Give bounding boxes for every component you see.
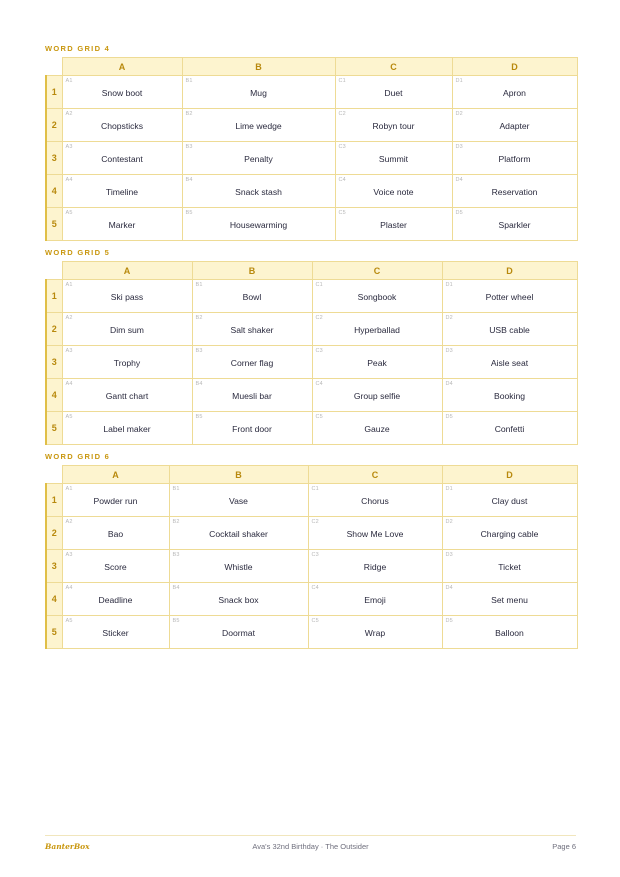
grid-cell	[452, 142, 577, 175]
cell-id: B3	[185, 144, 193, 150]
grid-cell	[442, 583, 577, 616]
cell-id: D1	[445, 486, 453, 492]
grid-cell	[335, 208, 452, 241]
cell-id: B1	[172, 486, 180, 492]
grid-cell	[442, 616, 577, 649]
cell-id: C4	[338, 177, 346, 183]
cell-word: Gauze	[364, 424, 390, 434]
corner-cell	[46, 262, 62, 280]
cell-word: Muesli bar	[232, 391, 272, 401]
cell-word: Sticker	[102, 628, 129, 638]
cell-id: D2	[445, 315, 453, 321]
grid-cell	[192, 346, 312, 379]
brand-logo: BanterBox	[45, 842, 90, 851]
page-footer	[45, 835, 576, 858]
cell-id: B5	[195, 414, 203, 420]
cell-word: USB cable	[489, 325, 530, 335]
row-number: 3	[46, 550, 62, 583]
cell-id: B2	[195, 315, 203, 321]
cell-word: Voice note	[373, 187, 414, 197]
row-number: 4	[46, 583, 62, 616]
cell-id: D5	[455, 210, 463, 216]
grid-cell	[192, 280, 312, 313]
cell-word: Mug	[250, 88, 267, 98]
cell-id: B4	[195, 381, 203, 387]
grid-cell	[192, 313, 312, 346]
cell-word: Score	[104, 562, 127, 572]
grid-cell	[62, 379, 192, 412]
grid-cell	[169, 550, 308, 583]
cell-id: A4	[65, 381, 73, 387]
cell-word: Platform	[498, 154, 531, 164]
grid-cell	[442, 484, 577, 517]
row-number: 2	[46, 109, 62, 142]
grid-row	[46, 379, 577, 412]
cell-id: C2	[311, 519, 319, 525]
cell-id: D3	[445, 348, 453, 354]
grid-cell	[312, 313, 442, 346]
grid-cell	[308, 517, 442, 550]
cell-word: Contestant	[101, 154, 143, 164]
cell-id: B1	[185, 78, 193, 84]
grid-cell	[169, 517, 308, 550]
word-grid-6	[45, 465, 578, 649]
column-header: C	[335, 58, 452, 76]
column-header-row	[46, 262, 577, 280]
cell-id: A5	[65, 618, 73, 624]
grid-cell	[308, 550, 442, 583]
grid-row	[46, 313, 577, 346]
cell-id: C2	[315, 315, 323, 321]
grid-row	[46, 616, 577, 649]
cell-word: Vase	[229, 496, 248, 506]
cell-word: Peak	[367, 358, 387, 368]
grid-row	[46, 517, 577, 550]
cell-id: C4	[311, 585, 319, 591]
column-header: D	[442, 262, 577, 280]
page-number: Page 6	[552, 842, 576, 851]
grid-title: WORD GRID 4	[45, 44, 111, 53]
cell-word: Penalty	[244, 154, 273, 164]
cell-id: C4	[315, 381, 323, 387]
cell-id: A1	[65, 78, 73, 84]
cell-id: B4	[185, 177, 193, 183]
cell-word: Balloon	[495, 628, 524, 638]
cell-word: Group selfie	[353, 391, 401, 401]
grid-cell	[62, 313, 192, 346]
cell-id: B5	[185, 210, 193, 216]
cell-word: Timeline	[105, 187, 139, 197]
grid-cell	[452, 109, 577, 142]
row-number: 1	[46, 484, 62, 517]
cell-word: Confetti	[494, 424, 525, 434]
grid-row	[46, 142, 577, 175]
row-number: 4	[46, 379, 62, 412]
grid-cell	[169, 616, 308, 649]
cell-word: Cocktail shaker	[209, 529, 268, 539]
grid-cell	[182, 208, 335, 241]
grid-cell	[182, 76, 335, 109]
cell-id: A3	[65, 348, 73, 354]
cell-id: D5	[445, 618, 453, 624]
grid-cell	[308, 583, 442, 616]
row-number: 1	[46, 76, 62, 109]
grid-cell	[192, 379, 312, 412]
grid-cell	[62, 346, 192, 379]
cell-word: Doormat	[222, 628, 255, 638]
column-header: B	[182, 58, 335, 76]
cell-id: C1	[315, 282, 323, 288]
cell-id: D1	[445, 282, 453, 288]
cell-id: A4	[65, 177, 73, 183]
grid-cell	[335, 175, 452, 208]
cell-id: D4	[455, 177, 463, 183]
grid-row	[46, 583, 577, 616]
cell-word: Robyn tour	[372, 121, 415, 131]
cell-id: A1	[65, 486, 73, 492]
cell-id: B3	[195, 348, 203, 354]
cell-id: C3	[315, 348, 323, 354]
cell-id: C5	[315, 414, 323, 420]
row-number: 5	[46, 208, 62, 241]
cell-id: D2	[445, 519, 453, 525]
cell-word: Songbook	[357, 292, 397, 302]
cell-word: Snack box	[218, 595, 259, 605]
cell-word: Marker	[108, 220, 136, 230]
cell-id: B2	[172, 519, 180, 525]
row-number: 5	[46, 616, 62, 649]
cell-word: Sparkler	[498, 220, 531, 230]
cell-id: A4	[65, 585, 73, 591]
cell-word: Duet	[384, 88, 403, 98]
cell-word: Booking	[493, 391, 526, 401]
cell-id: D5	[445, 414, 453, 420]
cell-id: C2	[338, 111, 346, 117]
cell-id: A5	[65, 414, 73, 420]
cell-word: Clay dust	[491, 496, 528, 506]
grid-cell	[442, 313, 577, 346]
grid-cell	[169, 583, 308, 616]
cell-word: Apron	[503, 88, 526, 98]
column-header-row	[46, 58, 577, 76]
cell-word: Gantt chart	[105, 391, 149, 401]
cell-id: A5	[65, 210, 73, 216]
grid-cell	[452, 76, 577, 109]
event-title: Ava's 32nd Birthday · The Outsider	[252, 842, 369, 851]
cell-word: Salt shaker	[230, 325, 274, 335]
grid-cell	[312, 412, 442, 445]
grid-cell	[182, 175, 335, 208]
cell-word: Chorus	[361, 496, 389, 506]
cell-id: A3	[65, 552, 73, 558]
grid-row	[46, 109, 577, 142]
cell-id: C1	[311, 486, 319, 492]
row-number: 2	[46, 313, 62, 346]
column-header: C	[308, 466, 442, 484]
grid-cell	[312, 379, 442, 412]
grid-row	[46, 484, 577, 517]
grid-cell	[62, 175, 182, 208]
cell-word: Charging cable	[480, 529, 539, 539]
grid-cell	[192, 412, 312, 445]
cell-word: Plaster	[380, 220, 407, 230]
cell-word: Bowl	[242, 292, 262, 302]
grid-cell	[308, 616, 442, 649]
cell-id: C5	[311, 618, 319, 624]
cell-word: Set menu	[491, 595, 528, 605]
cell-word: Corner flag	[230, 358, 274, 368]
cell-id: D1	[455, 78, 463, 84]
grid-cell	[442, 517, 577, 550]
grid-row	[46, 346, 577, 379]
cell-id: C3	[311, 552, 319, 558]
corner-cell	[46, 58, 62, 76]
grid-cell	[335, 142, 452, 175]
grid-row	[46, 76, 577, 109]
cell-word: Trophy	[113, 358, 141, 368]
grid-cell	[452, 208, 577, 241]
row-number: 3	[46, 142, 62, 175]
column-header-row	[46, 466, 577, 484]
grid-cell	[62, 280, 192, 313]
cell-word: Reservation	[491, 187, 538, 197]
cell-word: Snow boot	[101, 88, 143, 98]
grid-cell	[335, 109, 452, 142]
cell-id: D4	[445, 381, 453, 387]
column-header: B	[169, 466, 308, 484]
grid-cell	[62, 616, 169, 649]
grid-cell	[62, 484, 169, 517]
grid-cell	[62, 412, 192, 445]
cell-word: Label maker	[103, 424, 151, 434]
row-number: 1	[46, 280, 62, 313]
cell-id: C5	[338, 210, 346, 216]
grid-cell	[442, 346, 577, 379]
row-number: 4	[46, 175, 62, 208]
cell-word: Powder run	[93, 496, 138, 506]
grid-cell	[62, 208, 182, 241]
grid-cell	[442, 412, 577, 445]
grid-cell	[442, 550, 577, 583]
grid-cell	[308, 484, 442, 517]
grid-cell	[62, 517, 169, 550]
corner-cell	[46, 466, 62, 484]
column-header: D	[442, 466, 577, 484]
cell-word: Adapter	[499, 121, 530, 131]
row-number: 3	[46, 346, 62, 379]
grid-title: WORD GRID 5	[45, 248, 111, 257]
cell-word: Chopsticks	[100, 121, 144, 131]
cell-id: D4	[445, 585, 453, 591]
cell-id: D3	[455, 144, 463, 150]
cell-word: Potter wheel	[485, 292, 534, 302]
cell-id: A1	[65, 282, 73, 288]
cell-id: C1	[338, 78, 346, 84]
cell-word: Aisle seat	[490, 358, 529, 368]
grid-cell	[452, 175, 577, 208]
grid-cell	[62, 550, 169, 583]
cell-id: B3	[172, 552, 180, 558]
cell-word: Show Me Love	[346, 529, 404, 539]
cell-id: D3	[445, 552, 453, 558]
column-header: D	[452, 58, 577, 76]
cell-word: Ski pass	[110, 292, 144, 302]
grid-row	[46, 175, 577, 208]
cell-id: A2	[65, 111, 73, 117]
column-header: B	[192, 262, 312, 280]
cell-word: Dim sum	[110, 325, 144, 335]
cell-id: B5	[172, 618, 180, 624]
grid-cell	[62, 142, 182, 175]
column-header: A	[62, 466, 169, 484]
cell-word: Ticket	[498, 562, 521, 572]
grid-row	[46, 412, 577, 445]
cell-word: Lime wedge	[235, 121, 282, 131]
grid-cell	[62, 583, 169, 616]
grid-cell	[442, 280, 577, 313]
cell-word: Housewarming	[229, 220, 288, 230]
cell-id: C3	[338, 144, 346, 150]
grid-cell	[62, 109, 182, 142]
cell-id: B4	[172, 585, 180, 591]
cell-word: Wrap	[364, 628, 386, 638]
grid-cell	[169, 484, 308, 517]
cell-word: Whistle	[224, 562, 253, 572]
cell-word: Deadline	[98, 595, 133, 605]
grid-row	[46, 550, 577, 583]
cell-word: Snack stash	[235, 187, 282, 197]
grid-row	[46, 208, 577, 241]
grid-cell	[335, 76, 452, 109]
grid-cell	[312, 346, 442, 379]
column-header: A	[62, 262, 192, 280]
row-number: 5	[46, 412, 62, 445]
cell-id: A2	[65, 519, 73, 525]
column-header: A	[62, 58, 182, 76]
cell-word: Hyperballad	[354, 325, 400, 335]
cell-id: A2	[65, 315, 73, 321]
column-header: C	[312, 262, 442, 280]
grid-cell	[442, 379, 577, 412]
cell-id: B2	[185, 111, 193, 117]
word-grid-4	[45, 57, 578, 241]
cell-word: Front door	[232, 424, 272, 434]
row-number: 2	[46, 517, 62, 550]
grid-cell	[182, 142, 335, 175]
cell-id: D2	[455, 111, 463, 117]
cell-word: Summit	[378, 154, 409, 164]
cell-word: Bao	[107, 529, 124, 539]
cell-word: Emoji	[364, 595, 386, 605]
grid-cell	[312, 280, 442, 313]
grid-title: WORD GRID 6	[45, 452, 111, 461]
cell-word: Ridge	[363, 562, 387, 572]
grid-row	[46, 280, 577, 313]
cell-id: A3	[65, 144, 73, 150]
grid-cell	[182, 109, 335, 142]
grid-cell	[62, 76, 182, 109]
cell-id: B1	[195, 282, 203, 288]
word-grid-5	[45, 261, 578, 445]
